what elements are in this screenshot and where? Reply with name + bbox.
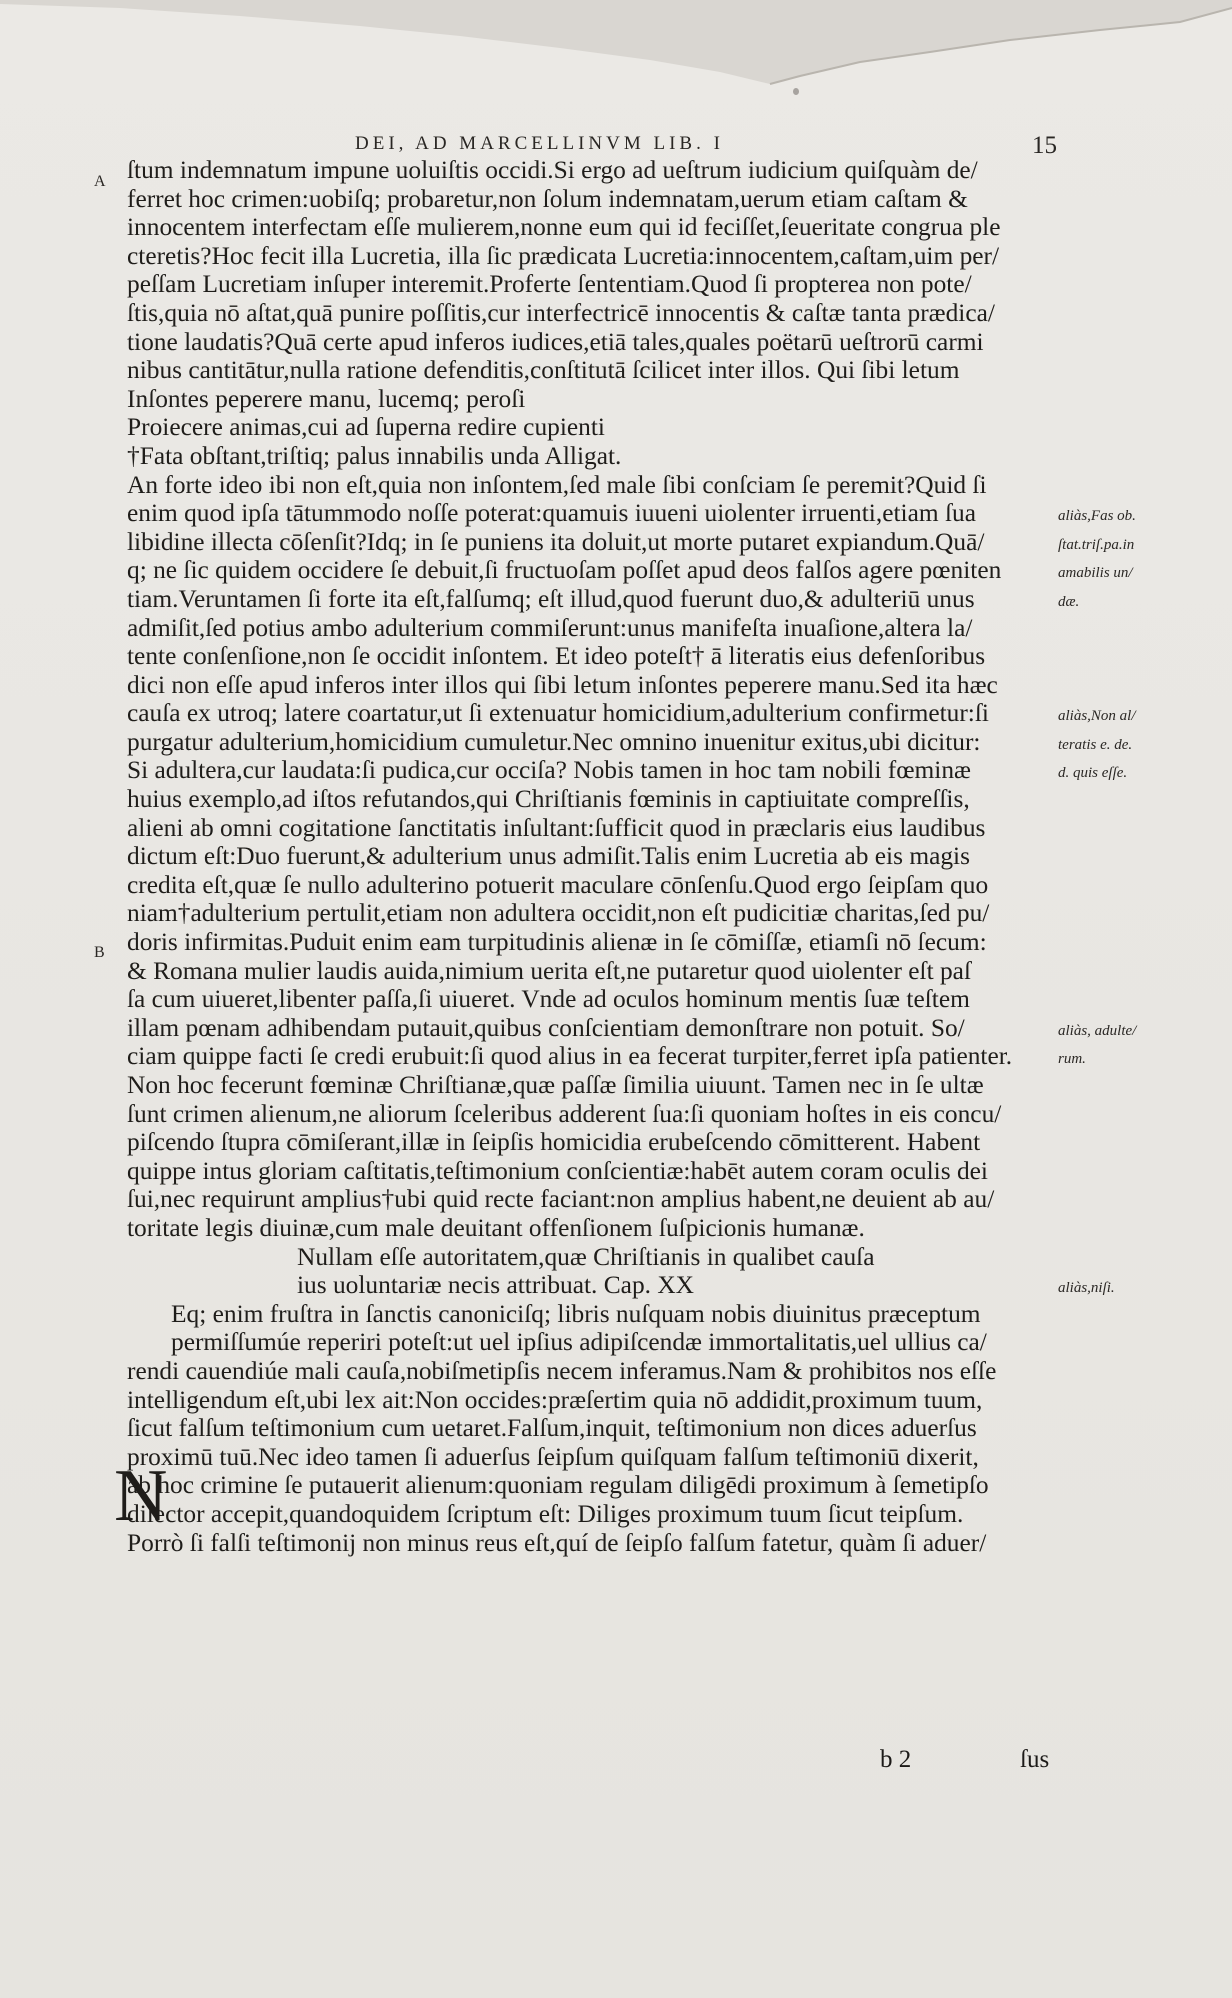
marginal-note bbox=[1058, 931, 1230, 960]
chapter-text-line: rendi cauendiúe mali cauſa,nobiſmetipſis necem inferamus.Nam & prohibitos nos eſſe bbox=[127, 1356, 997, 1385]
marginal-note bbox=[1058, 1131, 1230, 1160]
text-line: libidine illecta cōſenſit?Idq; in ſe puniens ita doluit,ut morte putaret expiandum.Quā/ bbox=[127, 527, 985, 556]
text-line: dictum eſt:Duo fuerunt,& adulterium unus admiſit.Talis enim Lucretia ab eis magis bbox=[127, 842, 970, 871]
catchword: ſus bbox=[1020, 1746, 1050, 1773]
text-line: piſcendo ſtupra cōmiſerant,illæ in ſeipſis homicidia erubeſcendo cōmitterent. Habent bbox=[127, 1128, 981, 1157]
text-line: Non hoc fecerunt fœminæ Chriſtianæ,quæ paſſæ ſimilia uiuunt. Tamen nec in ſe ultæ bbox=[127, 1071, 984, 1099]
text-line: Proiecere animas,cui ad ſuperna redire cupienti bbox=[127, 413, 605, 442]
drop-cap: N bbox=[114, 1455, 168, 1537]
margin-letter-a: A bbox=[94, 173, 106, 190]
text-line: toritate legis diuinæ,cum male deuitant offenſionem ſuſpicionis humanæ. bbox=[127, 1213, 865, 1242]
chapter-text-line: Eq; enim fruſtra in ſanctis canoniciſq; libris nuſquam nobis diuinitus præceptum bbox=[171, 1299, 981, 1328]
text-line: niam†adulterium pertulit,etiam non adultera occidit,non eſt pudicitiæ charitas,ſed pu/ bbox=[127, 899, 990, 928]
marginal-note bbox=[1058, 1245, 1230, 1274]
marginal-note: dæ. bbox=[1058, 593, 1080, 610]
marginal-note bbox=[1058, 788, 1230, 817]
text-line: doris infirmitas.Puduit enim eam turpitudinis alienæ in ſe cōmiſſæ, etiamſi nō ſecum: bbox=[127, 928, 987, 957]
text-line: †Fata obſtant,triſtiq; palus innabilis unda Alligat. bbox=[127, 441, 622, 470]
text-line: ferret hoc crimen:uobiſq; probaretur,non ſolum indemnatam,uerum etiam caſtam & bbox=[127, 184, 968, 213]
marginal-note bbox=[1058, 902, 1230, 931]
text-line: cauſa ex utroq; latere coartatur,ut ſi extenuatur homicidium,adulterium confirmetur:ſi bbox=[127, 699, 989, 728]
chapter-heading: Nullam eſſe autoritatem,quæ Chriſtianis in qualibet cauſa bbox=[297, 1242, 875, 1271]
text-line: quippe intus gloriam caſtitatis,teſtimonium conſcientiæ:habēt autem coram oculis dei bbox=[127, 1156, 988, 1185]
marginal-note: teratis e. de. bbox=[1058, 736, 1133, 753]
text-line: purgatur adulterium,homicidium cumuletur.Nec omnino inuenitur exitus,ubi dicitur: bbox=[127, 727, 981, 756]
text-line: illam pœnam adhibendam putauit,quibus conſcientiam demonſtrare non potuit. So/ bbox=[127, 1013, 965, 1042]
chapter-text-line: ab hoc crimine ſe putauerit alienum:quoniam regulam diligēdi proximum à ſemetipſo bbox=[127, 1471, 989, 1500]
text-line: peſſam Lucretiam inſuper interemit.Proferte ſententiam.Quod ſi propterea non pote/ bbox=[127, 270, 972, 299]
marginal-note bbox=[1058, 1217, 1230, 1246]
chapter-text-line: proximū tuū.Nec ideo tamen ſi aduerſus ſeipſum quiſquam falſum teſtimoniū dixerit, bbox=[127, 1442, 979, 1471]
marginal-note: d. quis eſſe. bbox=[1058, 765, 1128, 782]
text-line: credita eſt,quæ ſe nullo adulterino potuerit maculare cōnſenſu.Quod ergo ſeipſam quo bbox=[127, 870, 989, 899]
marginal-note bbox=[1058, 988, 1230, 1017]
marginal-note: aliàs,niſi. bbox=[1058, 1280, 1115, 1297]
text-line: enim quod ipſa tātummodo noſſe poterat:quamuis iuueni uiolenter irruenti,etiam ſua bbox=[127, 499, 976, 528]
marginal-note: aliàs,Fas ob. bbox=[1058, 508, 1136, 524]
marginal-note: rum. bbox=[1058, 1051, 1086, 1068]
catchline bbox=[0, 1746, 1232, 1776]
marginal-note bbox=[1058, 1074, 1230, 1103]
marginal-note bbox=[1058, 674, 1230, 703]
chapter-text-line: ſicut falſum teſtimonium cum uetaret.Falſum,inquit, teſtimonium non dices aduerſus bbox=[127, 1414, 977, 1443]
text-line: dici non eſſe apud inferos inter illos qui ſibi letum inſontes peperere manu.Sed ita hæc bbox=[127, 670, 998, 699]
text-line: alieni ab omni cogitatione ſanctitatis inſultant:ſufficit quod in præclaris eius laudibus bbox=[127, 813, 986, 842]
text-line: admiſit,ſed potius ambo adulterium commiſerunt:unus manifeſta inuaſione,altera la/ bbox=[127, 613, 973, 642]
marginal-note bbox=[1058, 616, 1230, 645]
marginal-note bbox=[1058, 874, 1230, 903]
marginal-note bbox=[1058, 1102, 1230, 1131]
marginal-note bbox=[1058, 645, 1230, 674]
marginal-note bbox=[1058, 1160, 1230, 1189]
running-head: DEI, AD MARCELLINVM LIB. I bbox=[355, 133, 724, 154]
text-line: cteretis?Hoc fecit illa Lucretia, illa ſic prædicata Lucretia:innocentem,caſtam,uim per/ bbox=[127, 241, 1000, 270]
text-line: An forte ideo ibi non eſt,quia non inſontem,ſed male ſibi conſciam ſe peremit?Quid ſi bbox=[127, 470, 987, 499]
chapter-text-line: dilector accepit,quandoquidem ſcriptum eſt: Diliges proximum tuum ſicut teipſum. bbox=[127, 1499, 964, 1528]
text-line: ſui,nec requirunt amplius†ubi quid recte faciant:non amplius habent,ne deuient ab au/ bbox=[127, 1185, 995, 1214]
marginal-note bbox=[1058, 845, 1230, 874]
marginal-notes bbox=[1058, 502, 1230, 1303]
signature-mark: b 2 bbox=[880, 1746, 912, 1773]
text-line: nibus cantitātur,nulla ratione defenditis,conſtitutā ſcilicet inter illos. Qui ſibi letum bbox=[127, 356, 960, 385]
text-line: ſunt crimen alienum,ne aliorum ſceleribus adderent ſua:ſi quoniam hoſtes in eis concu/ bbox=[127, 1099, 1002, 1128]
text-line: huius exemplo,ad iſtos refutandos,qui Chriſtianis fœminis in captiuitate compreſſis, bbox=[127, 785, 970, 814]
paper-speck bbox=[793, 88, 799, 95]
text-line: q; ne ſic quidem occidere ſe debuit,ſi fructuoſam poſſet apud deos falſos agere pœniten bbox=[127, 556, 1002, 585]
text-line: tiam.Veruntamen ſi forte ita eſt,falſumq; eſt illud,quod fuerunt duo,& adulteriū unus bbox=[127, 584, 975, 613]
main-text-block bbox=[127, 156, 1047, 1557]
text-line: ciam quippe facti ſe credi erubuit:ſi quod alius in ea fecerat turpiter,ferret ipſa patienter. bbox=[127, 1042, 1013, 1071]
marginal-note bbox=[1058, 1188, 1230, 1217]
marginal-note bbox=[1058, 817, 1230, 846]
chapter-heading: ius uoluntariæ necis attribuat. Cap. XX bbox=[297, 1271, 695, 1300]
text-line: ſtum indemnatum impune uoluiſtis occidi.Si ergo ad ueſtrum iudicium quiſquàm de/ bbox=[127, 156, 978, 184]
chapter-text-line: intelligendum eſt,ubi lex ait:Non occides:præſertim quia nō addidit,proximum tuum, bbox=[127, 1385, 983, 1414]
text-line: & Romana mulier laudis auida,nimium uerita eſt,ne putaretur quod uiolenter eſt paſ bbox=[127, 956, 972, 985]
chapter-text-line: permiſſumúe reperiri poteſt:ut uel ipſius adipiſcendæ immortalitatis,uel ullius ca/ bbox=[171, 1328, 987, 1357]
text-line: tione laudatis?Quā certe apud inferos iudices,etiā tales,quales poëtarū ueſtrorū carmi bbox=[127, 327, 984, 356]
text-line: Inſontes peperere manu, lucemq; peroſi bbox=[127, 384, 526, 413]
text-line: tente conſenſione,non ſe occidit inſontem. Et ideo poteſt† ā literatis eius defenſoribus bbox=[127, 642, 986, 671]
marginal-note bbox=[1058, 960, 1230, 989]
marginal-note: ſtat.triſ.pa.in bbox=[1058, 536, 1135, 553]
chapter-text-line: Porrò ſi falſi teſtimonij non minus reus eſt,quí de ſeipſo falſum fatetur, quàm ſi aduer/ bbox=[127, 1528, 987, 1557]
margin-letter-b: B bbox=[94, 944, 105, 961]
torn-corner bbox=[0, 0, 1232, 110]
text-line: ſa cum uiueret,libenter paſſa,ſi uiueret. Vnde ad oculos hominum mentis ſuæ teſtem bbox=[127, 985, 970, 1014]
page-number: 15 bbox=[1032, 132, 1057, 159]
marginal-note: aliàs,Non al/ bbox=[1058, 708, 1136, 725]
marginal-note: aliàs, adulte/ bbox=[1058, 1022, 1137, 1039]
marginal-note: amabilis un/ bbox=[1058, 565, 1133, 582]
text-line: Si adultera,cur laudata:ſi pudica,cur occiſa? Nobis tamen in hoc tam nobili fœminæ bbox=[127, 756, 971, 785]
text-line: innocentem interfectam eſſe mulierem,nonne eum qui id feciſſet,ſeueritate congrua ple bbox=[127, 213, 1001, 242]
text-line: ſtis,quia nō aſtat,quā punire poſſitis,cur interfectricē innocentis & caſtæ tanta prædica/ bbox=[127, 298, 995, 327]
